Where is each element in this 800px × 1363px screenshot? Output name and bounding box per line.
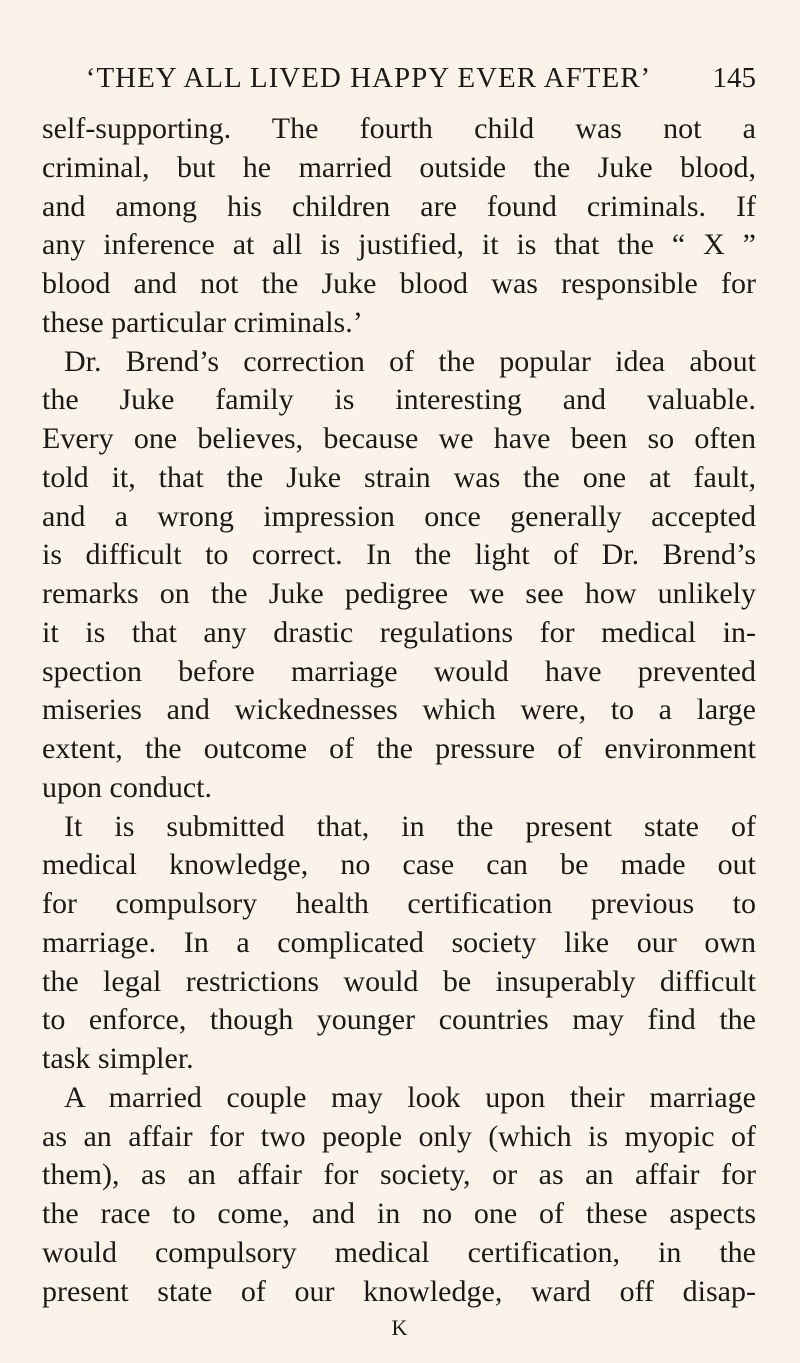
body-text	[42, 110, 756, 1311]
text-line: told it, that the Juke strain was the one at fault,	[42, 460, 756, 494]
text-line: miseries and wickednesses which were, to a large	[42, 693, 756, 727]
text-line: is difficult to correct. In the light of Dr. Brend’s	[42, 538, 756, 572]
text-line: as an affair for two people only (which is myopic of	[42, 1119, 756, 1153]
text-line: Every one believes, because we have been so often	[42, 422, 756, 455]
page-number: 145	[712, 62, 756, 94]
text-line: self-supporting. The fourth child was not a	[42, 112, 756, 145]
text-line: the Juke family is interesting and valuable.	[42, 383, 756, 417]
text-line: the race to come, and in no one of these aspects	[42, 1197, 756, 1230]
text-line: and a wrong impression once generally accepted	[42, 499, 756, 533]
text-line: extent, the outcome of the pressure of environment	[42, 732, 756, 765]
text-line: It is submitted that, in the present state of	[64, 809, 756, 843]
text-line: medical knowledge, no case can be made out	[42, 848, 756, 882]
text-line: Dr. Brend’s correction of the popular idea about	[64, 344, 756, 378]
text-line: A married couple may look upon their marriage	[64, 1080, 756, 1114]
text-line: these particular criminals.’	[42, 305, 363, 339]
text-line: blood and not the Juke blood was responsible for	[42, 267, 756, 300]
text-line: would compulsory medical certification, in the	[42, 1235, 756, 1269]
text-line: them), as an affair for society, or as an affair for	[42, 1158, 756, 1192]
text-line: the legal restrictions would be insuperably difficult	[42, 964, 756, 998]
text-line: task simpler.	[42, 1042, 194, 1075]
running-title: ‘THEY ALL LIVED HAPPY EVER AFTER’	[85, 62, 652, 94]
text-line: it is that any drastic regulations for medical in-	[42, 615, 756, 649]
text-line: present state of our knowledge, ward off disap-	[42, 1274, 756, 1308]
text-line: any inference at all is justified, it is that the “ X ”	[42, 228, 756, 262]
signature-mark: K	[391, 1315, 409, 1340]
text-line: remarks on the Juke pedigree we see how unlikely	[42, 577, 756, 610]
text-line: upon conduct.	[42, 770, 212, 804]
text-line: for compulsory health certification previous to	[42, 887, 756, 920]
text-line: criminal, but he married outside the Juke blood,	[42, 150, 756, 184]
text-line: to enforce, though younger countries may find the	[42, 1003, 756, 1037]
text-line: and among his children are found criminals. If	[42, 189, 756, 223]
page-header	[36, 62, 756, 102]
text-line: spection before marriage would have prevented	[42, 654, 756, 688]
text-line: marriage. In a complicated society like our own	[42, 925, 756, 959]
